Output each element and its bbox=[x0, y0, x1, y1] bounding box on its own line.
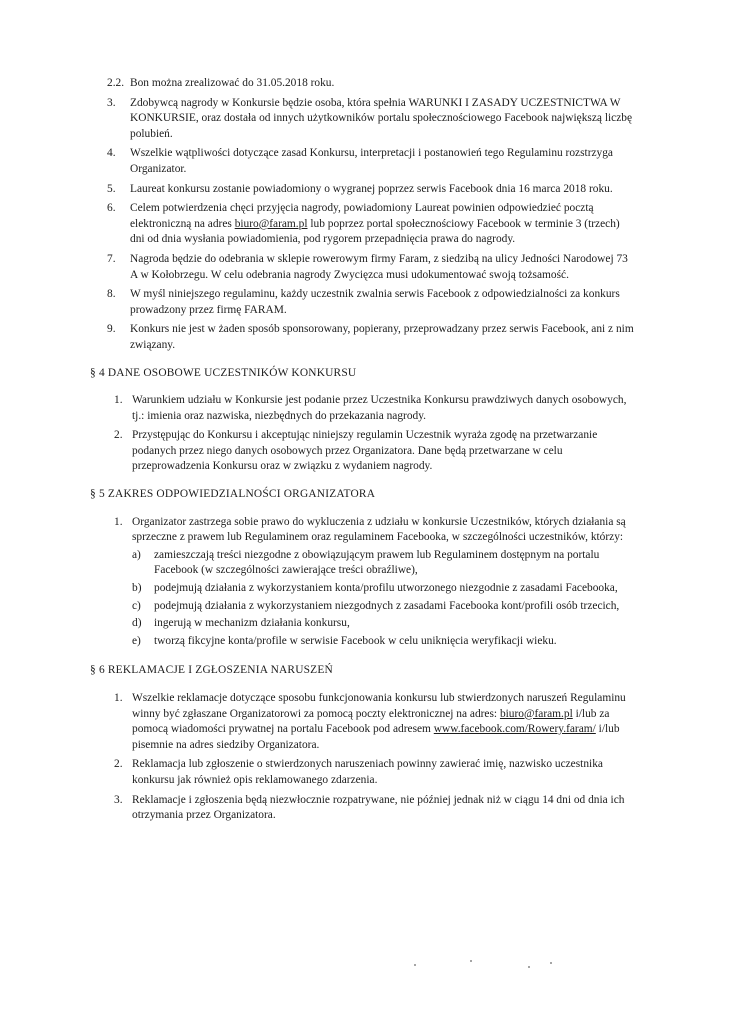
item-number: 6. bbox=[107, 202, 116, 215]
sublist-item bbox=[132, 634, 637, 650]
item-text: Laureat konkursu zostanie powiadomiony o wygranej poprzez serwis Facebook dnia 16 marca 2018 roku. bbox=[130, 182, 613, 195]
item-text-part: i/lub pisemnie na adres siedziby Organizatora. bbox=[132, 723, 620, 751]
section-heading: § 5 ZAKRES ODPOWIEDZIALNOŚCI ORGANIZATORA bbox=[90, 488, 376, 501]
item-text bbox=[132, 691, 637, 753]
sublist-text: podejmują działania z wykorzystaniem konta/profilu utworzonego niezgodnie z zasadami Facebooka, bbox=[154, 582, 618, 595]
list-item bbox=[107, 182, 637, 198]
speck bbox=[528, 966, 530, 968]
email-link[interactable]: biuro@faram.pl bbox=[234, 217, 308, 230]
item-text-part: Wszelkie reklamacje dotyczące sposobu funkcjonowania konkursu lub stwierdzonych naruszeń Regulaminu winny być zgłaszane Organizatorowi za pomocą poczty elektronicznej na adres: bbox=[132, 692, 626, 720]
list-item bbox=[107, 287, 637, 318]
list-item bbox=[114, 428, 637, 475]
item-text: W myśl niniejszego regulaminu, każdy uczestnik zwalnia serwis Facebook z odpowiedzialności za konkurs prowadzony przez firmę FARAM. bbox=[130, 288, 620, 316]
item-text-part: lub poprzez portal społecznościowy Facebook w terminie 3 (trzech) dni od dnia wysłania powiadomienia, pod rygorem przepadnięcia prawa do nagrody. bbox=[130, 217, 620, 246]
item-text: Organizator zastrzega sobie prawo do wykluczenia z udziału w konkursie Uczestników, których działania są sprzeczne z prawem lub Regulaminem oraz regulaminem Facebooka, w szczególności uczestników, którzy: bbox=[132, 515, 626, 544]
email-link[interactable]: biuro@faram.pl bbox=[499, 707, 573, 720]
sublist bbox=[132, 548, 637, 650]
list-item bbox=[107, 76, 637, 92]
item-number: 9. bbox=[107, 323, 116, 336]
sublist-text: ingerują w mechanizm działania konkursu, bbox=[154, 617, 350, 630]
sublist-letter: c) bbox=[132, 599, 141, 612]
section-liability bbox=[90, 487, 637, 651]
speck bbox=[470, 960, 472, 962]
list-item bbox=[107, 146, 637, 177]
item-body bbox=[132, 515, 637, 652]
section-heading: § 4 DANE OSOBOWE UCZESTNIKÓW KONKURSU bbox=[90, 366, 357, 379]
list-item bbox=[114, 515, 637, 652]
sublist-letter: d) bbox=[132, 617, 142, 630]
item-text bbox=[130, 201, 637, 248]
section-heading: § 6 REKLAMACJE I ZGŁOSZENIA NARUSZEŃ bbox=[90, 664, 333, 677]
facebook-link[interactable]: www.facebook.com/Rowery.faram/ bbox=[433, 723, 596, 736]
top-list bbox=[90, 76, 637, 354]
item-number: 3. bbox=[107, 96, 116, 109]
item-text: Wszelkie wątpliwości dotyczące zasad Konkursu, interpretacji i postanowień tego Regulaminu rozstrzyga Organizator. bbox=[130, 147, 613, 175]
item-text: Przystępując do Konkursu i akceptując niniejszy regulamin Uczestnik wyraża zgodę na przetwarzanie podanych przez niego danych osobowych przez Organizatora. Dane będą przetwarzane w celu przeprowadzenia Konkursu oraz w związku z wydaniem nagrody. bbox=[132, 429, 598, 473]
speck bbox=[414, 964, 416, 966]
item-number: 4. bbox=[107, 147, 116, 160]
list-item bbox=[107, 96, 637, 143]
item-number: 8. bbox=[107, 288, 116, 301]
item-number: 1. bbox=[114, 515, 123, 528]
sublist-text: tworzą fikcyjne konta/profile w serwisie Facebook w celu uniknięcia weryfikacji wieku. bbox=[154, 634, 557, 647]
list-item bbox=[107, 201, 637, 248]
item-number: 5. bbox=[107, 182, 116, 195]
item-number: 3. bbox=[114, 793, 123, 806]
list-item bbox=[107, 252, 637, 283]
item-text: Reklamacje i zgłoszenia będą niezwłocznie rozpatrywane, nie później jednak niż w ciągu 14 dni od dnia ich otrzymania przez Organizatora. bbox=[132, 793, 625, 822]
item-text: Konkurs nie jest w żaden sposób sponsorowany, popierany, przeprowadzany przez serwis Facebook, ani z nim związany. bbox=[130, 323, 634, 351]
sublist-letter: a) bbox=[132, 548, 141, 561]
item-text: Warunkiem udziału w Konkursie jest podanie przez Uczestnika Konkursu prawdziwych danych osobowych, tj.: imienia oraz nazwiska, niezbędnych do przekazania nagrody. bbox=[132, 394, 627, 422]
item-text: Bon można zrealizować do 31.05.2018 roku. bbox=[130, 77, 335, 89]
item-text: Reklamacja lub zgłoszenie o stwierdzonych naruszeniach powinny zawierać imię, nazwisko uczestnika konkursu jak również opis reklamowanego zdarzenia. bbox=[132, 758, 603, 786]
sublist-letter: e) bbox=[132, 634, 141, 647]
list-item bbox=[114, 793, 637, 824]
item-text-part: Celem potwierdzenia chęci przyjęcia nagrody, powiadomiony Laureat powinien odpowiedzieć pocztą elektroniczną na adres bbox=[130, 202, 594, 230]
sublist-item bbox=[132, 581, 637, 597]
speck bbox=[550, 962, 552, 964]
sublist-item bbox=[132, 548, 637, 579]
item-number: 2. bbox=[114, 758, 123, 771]
item-text: Zdobywcą nagrody w Konkursie będzie osoba, która spełnia WARUNKI I ZASADY UCZESTNICTWA W KONKURSIE, oraz dostała od innych użytkowników portalu społecznościowego Facebook największą liczbę polubień. bbox=[130, 96, 633, 140]
item-number: 1. bbox=[114, 394, 123, 407]
list-item bbox=[107, 322, 637, 353]
list-item bbox=[114, 393, 637, 424]
scan-specks bbox=[410, 960, 560, 972]
item-number: 2. bbox=[114, 429, 123, 442]
item-number: 2.2. bbox=[107, 77, 125, 89]
item-number: 7. bbox=[107, 252, 116, 265]
list-item bbox=[114, 757, 637, 788]
sublist-item bbox=[132, 616, 637, 632]
list-item bbox=[114, 691, 637, 753]
sublist-text: zamieszczają treści niezgodne z obowiązującym prawem lub Regulaminem dostępnym na portalu Facebook (w szczególności zawierające treści obraźliwe), bbox=[154, 548, 600, 577]
sublist-letter: b) bbox=[132, 582, 142, 595]
section-complaints bbox=[90, 663, 637, 823]
item-text: Nagroda będzie do odebrania w sklepie rowerowym firmy Faram, z siedzibą na ulicy Jedności Narodowej 73 A w Kołobrzegu. W celu odebrania nagrody Zwycięzca musi udokumentować swoją tożsamość. bbox=[130, 252, 628, 281]
section-personal-data bbox=[90, 366, 637, 476]
sublist-text: podejmują działania z wykorzystaniem niezgodnych z zasadami Facebooka kont/profili osób trzecich, bbox=[154, 599, 620, 612]
item-number: 1. bbox=[114, 692, 123, 704]
sublist-item bbox=[132, 599, 637, 615]
item-text-part: i/lub za pomocą wiadomości prywatnej na portalu Facebook pod adresem bbox=[132, 707, 610, 736]
